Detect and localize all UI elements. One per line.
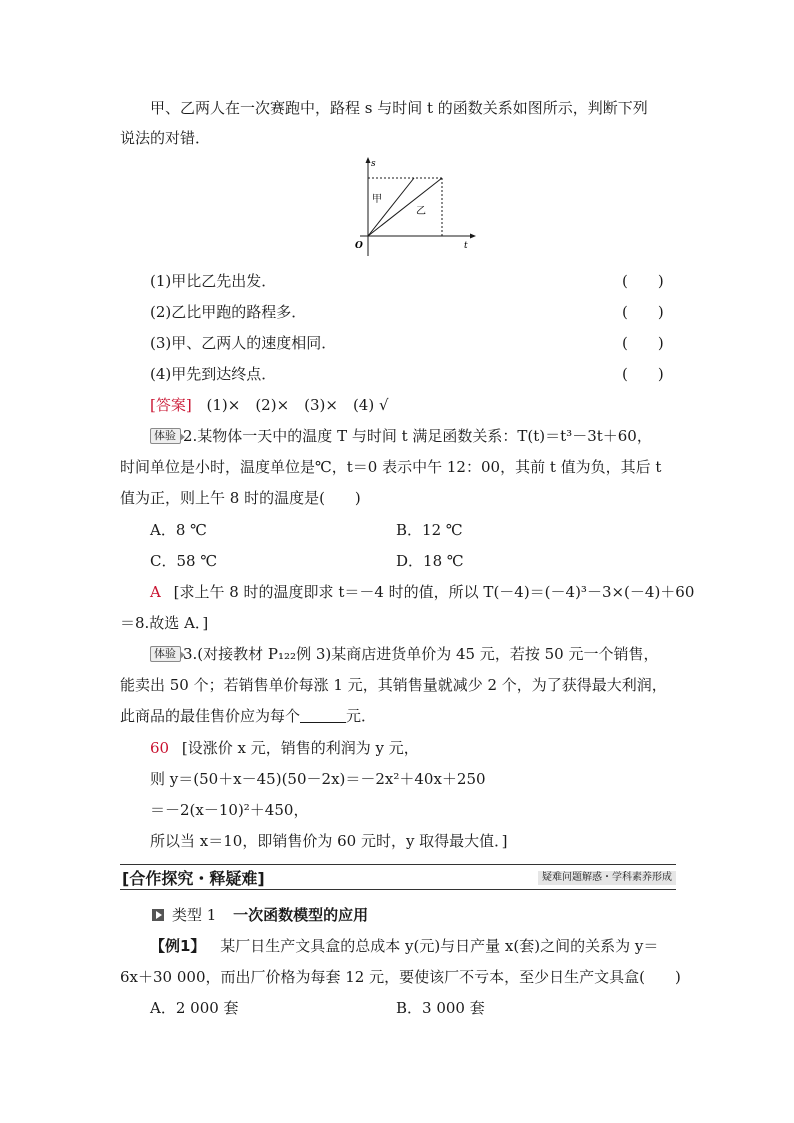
solution-3-number: 60	[150, 739, 170, 757]
solution-2-letter: A	[150, 583, 161, 601]
question-3-line-1: 体验 3.(对接教材 P₁₂₂例 3)某商店进货单价为 45 元，若按 50 元一个销售，	[150, 644, 658, 664]
question-3-badge: 体验	[150, 646, 181, 662]
statement-4: (4)甲先到达终点．	[150, 365, 277, 383]
question-2-option-c: C．58 ℃	[150, 552, 218, 570]
solution-3-line-4: 所以当 x＝10，即销售价为 60 元时，y 取得最大值．]	[150, 832, 508, 850]
section-header	[120, 864, 676, 890]
section-tag: 疑难问题解惑・学科素养形成	[538, 871, 676, 885]
solution-2-line-2: ＝8.故选 A．]	[120, 614, 209, 632]
y-axis-label: s	[371, 159, 376, 169]
statement-2-paren: ( )	[622, 303, 664, 321]
statement-3-paren: ( )	[622, 334, 664, 352]
example-1-label: 【例1】	[150, 937, 206, 955]
example-1-option-a: A．2 000 套	[150, 999, 239, 1017]
question-2-line-1: 体验 2.某物体一天中的温度 T 与时间 t 满足函数关系：T(t)＝t³－3t＋60，	[150, 426, 652, 446]
solution-3-line-3: ＝－2(x－10)²＋450，	[150, 801, 309, 819]
solution-3-line-2: 则 y＝(50＋x－45)(50－2x)＝－2x²＋40x＋250	[150, 770, 486, 788]
answer-label: [答案]	[150, 396, 192, 414]
intro-line-1: 甲、乙两人在一次赛跑中，路程 s 与时间 t 的函数关系如图所示，判断下列	[150, 99, 648, 117]
question-2-line-3: 值为正，则上午 8 时的温度是( )	[120, 489, 361, 507]
example-1-line-1: 【例1】 某厂日生产文具盒的总成本 y(元)与日产量 x(套)之间的关系为 y＝	[150, 937, 659, 955]
label-jia: 甲	[372, 194, 382, 205]
type-1-label: 类型 1	[172, 906, 217, 924]
play-icon	[152, 909, 164, 921]
question-2-option-b: B．12 ℃	[396, 521, 463, 539]
answer-content: (1)× (2)× (3)× (4) √	[206, 396, 389, 414]
question-2-option-a: A．8 ℃	[150, 521, 207, 539]
statement-1-paren: ( )	[622, 272, 664, 290]
answer-1	[150, 395, 389, 415]
statement-3: (3)甲、乙两人的速度相同．	[150, 334, 337, 352]
section-title: [合作探究・释疑难]	[122, 869, 265, 888]
intro-line-2: 说法的对错．	[120, 129, 211, 147]
x-axis-label: t	[464, 241, 468, 251]
y-axis-arrow	[366, 157, 371, 163]
solution-3-line-1: 60 [设涨价 x 元，销售的利润为 y 元，	[150, 739, 419, 757]
statement-4-paren: ( )	[622, 365, 664, 383]
line-yi	[368, 178, 442, 236]
question-3-line-3: 此商品的最佳售价应为每个 元．	[120, 707, 377, 725]
x-axis-arrow	[470, 234, 476, 239]
solution-2-line-1: A [求上午 8 时的温度即求 t＝－4 时的值，所以 T(－4)＝(－4)³－3×(－4)＋60	[150, 583, 695, 601]
distance-time-graph	[340, 156, 480, 260]
question-2-badge: 体验	[150, 428, 181, 444]
line-jia	[368, 178, 414, 236]
statement-2: (2)乙比甲跑的路程多．	[150, 303, 307, 321]
type-1-heading	[152, 905, 368, 925]
question-2-option-d: D．18 ℃	[396, 552, 464, 570]
statement-1: (1)甲比乙先出发．	[150, 272, 277, 290]
origin-label: O	[355, 241, 363, 251]
type-1-title: 一次函数模型的应用	[233, 906, 369, 924]
question-2-line-2: 时间单位是小时，温度单位是℃，t＝0 表示中午 12：00，其前 t 值为负，其后 t	[120, 458, 662, 476]
example-1-option-b: B．3 000 套	[396, 999, 485, 1017]
question-3-line-2: 能卖出 50 个；若销售单价每涨 1 元，其销售量就减少 2 个，为了获得最大利润，	[120, 676, 667, 694]
example-1-line-2: 6x＋30 000，而出厂价格为每套 12 元，要使该厂不亏本，至少日生产文具盒( )	[120, 968, 681, 986]
label-yi: 乙	[416, 206, 426, 217]
answer-blank	[300, 708, 346, 723]
